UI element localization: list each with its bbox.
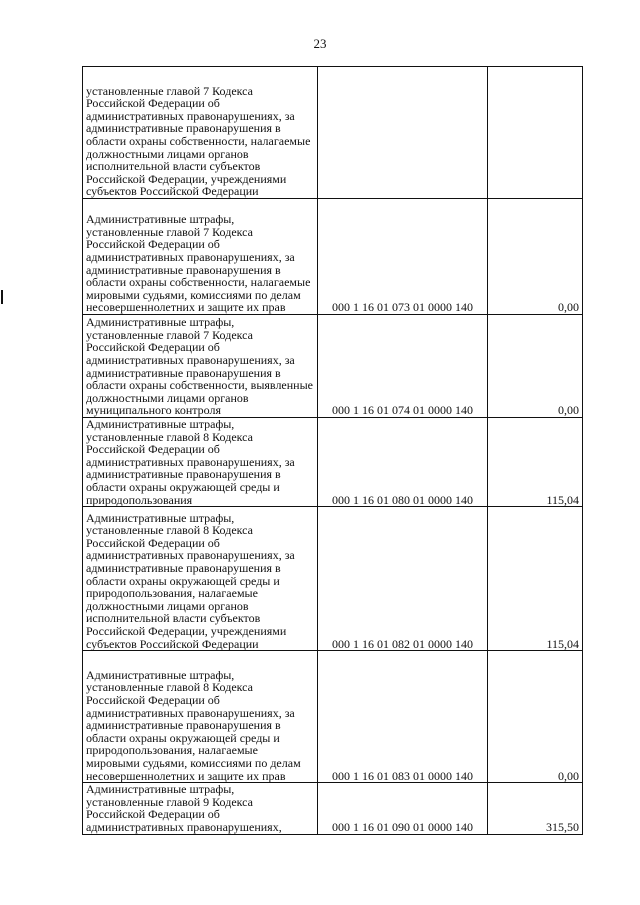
- row-code: 000 1 16 01 082 01 0000 140: [318, 507, 488, 651]
- row-amount: 0,00: [488, 651, 583, 783]
- row-code: 000 1 16 01 073 01 0000 140: [318, 199, 488, 315]
- row-code: 000 1 16 01 080 01 0000 140: [318, 418, 488, 507]
- row-amount: 115,04: [488, 507, 583, 651]
- row-code: [318, 67, 488, 199]
- table-row: [83, 67, 583, 199]
- row-code: 000 1 16 01 083 01 0000 140: [318, 651, 488, 783]
- row-description: Административные штрафы, установленные главой 8 Кодекса Российской Федерации об административных правонарушениях, за административные правонарушения в области охраны окружающей среды и природопользования, налагаемые мировыми судьями, комиссиями по делам несовершеннолетних и защите их прав: [83, 651, 318, 783]
- table-row: [83, 507, 583, 651]
- table-row: [83, 783, 583, 834]
- row-amount: [488, 67, 583, 199]
- row-description: Административные штрафы, установленные главой 7 Кодекса Российской Федерации об административных правонарушениях, за административные правонарушения в области охраны собственности, налагаемые мировыми судьями, комиссиями по делам несовершеннолетних и защите их прав: [83, 199, 318, 315]
- row-description: Административные штрафы, установленные главой 9 Кодекса Российской Федерации об административных правонарушениях,: [83, 783, 318, 834]
- row-amount: 115,04: [488, 418, 583, 507]
- scan-margin-mark: [1, 290, 3, 304]
- table-row: [83, 651, 583, 783]
- table-row: [83, 418, 583, 507]
- row-amount: 0,00: [488, 199, 583, 315]
- row-code: 000 1 16 01 074 01 0000 140: [318, 315, 488, 418]
- table-row: [83, 315, 583, 418]
- row-description: Административные штрафы, установленные главой 8 Кодекса Российской Федерации об административных правонарушениях, за административные правонарушения в области охраны окружающей среды и природопользования: [83, 418, 318, 507]
- page-number: 23: [313, 36, 327, 51]
- row-amount: 315,50: [488, 783, 583, 834]
- table-row: [83, 199, 583, 315]
- row-amount: 0,00: [488, 315, 583, 418]
- row-description: Административные штрафы, установленные главой 8 Кодекса Российской Федерации об административных правонарушениях, за административные правонарушения в области охраны окружающей среды и природопользования, налагаемые должностными лицами органов исполнительной власти субъектов Российской Федерации, учреждениями субъектов Российской Федерации: [83, 507, 318, 651]
- row-description: Административные штрафы, установленные главой 7 Кодекса Российской Федерации об административных правонарушениях, за административные правонарушения в области охраны собственности, выявленные должностными лицами органов муниципального контроля: [83, 315, 318, 418]
- revenue-table: [82, 66, 583, 835]
- row-code: 000 1 16 01 090 01 0000 140: [318, 783, 488, 834]
- row-description: установленные главой 7 Кодекса Российской Федерации об административных правонарушениях, за административные правонарушения в области охраны собственности, налагаемые должностными лицами органов исполнительной власти субъектов Российской Федерации, учреждениями субъектов Российской Федерации: [83, 67, 318, 199]
